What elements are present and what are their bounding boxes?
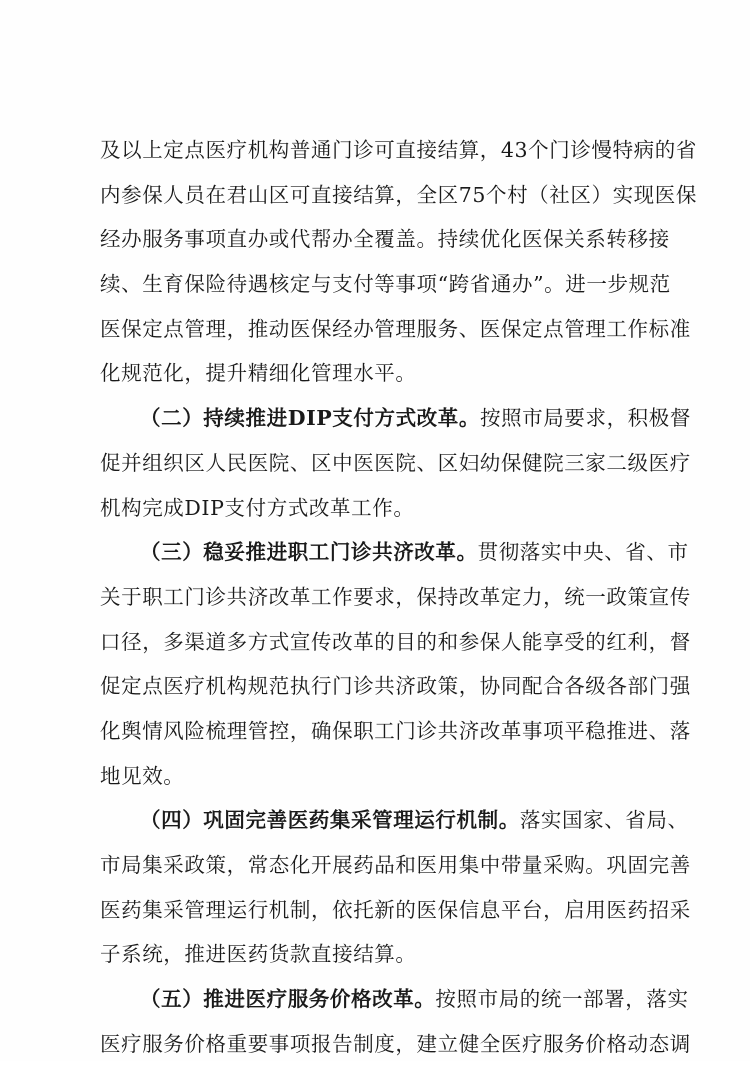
line-text: 按照市局要求，积极督 <box>479 406 691 431</box>
line-text: 医疗服务价格重要事项报告制度，建立健全医疗服务价格动态调 <box>100 1031 691 1056</box>
section-heading: （二）持续推进DIP支付方式改革。 <box>140 406 480 431</box>
line-text: 子系统，推进医药货款直接结算。 <box>100 942 417 967</box>
section-heading: （四）巩固完善医药集采管理运行机制。 <box>140 808 520 833</box>
text-line <box>100 932 660 977</box>
line-text: 续、生育保险待遇核定与支付等事项“跨省通办”。进一步规范 <box>100 272 671 297</box>
line-text: 经办服务事项直办或代帮办全覆盖。持续优化医保关系转移接 <box>100 227 670 252</box>
section-heading-line <box>100 396 691 441</box>
section-heading-line <box>100 798 689 843</box>
line-text: 化规范化，提升精细化管理水平。 <box>100 361 417 386</box>
text-line <box>100 888 691 933</box>
text-line <box>100 128 697 173</box>
text-line <box>100 262 671 307</box>
section-heading: （五）推进医疗服务价格改革。 <box>140 987 436 1012</box>
line-text: 化舆情风险梳理管控，确保职工门诊共济改革事项平稳推进、落 <box>100 718 691 743</box>
text-line <box>100 486 660 531</box>
line-text: 关于职工门诊共济改革工作要求，保持改革定力，统一政策宣传 <box>100 584 691 609</box>
text-line <box>100 173 697 218</box>
line-text: 贯彻落实中央、省、市 <box>477 540 689 565</box>
section-heading-line <box>100 977 689 1022</box>
section-heading-line <box>100 530 689 575</box>
body-text <box>100 128 697 1066</box>
line-text: 地见效。 <box>100 763 185 788</box>
section-heading: （三）稳妥推进职工门诊共济改革。 <box>140 540 478 565</box>
text-line <box>100 620 691 665</box>
text-line <box>100 575 691 620</box>
line-text: 及以上定点医疗机构普通门诊可直接结算，43个门诊慢特病的省 <box>100 138 697 162</box>
line-text: 市局集采政策，常态化开展药品和医用集中带量采购。巩固完善 <box>100 853 691 877</box>
line-text: 口径，多渠道多方式宣传改革的目的和参保人能享受的红利，督 <box>100 629 691 654</box>
line-text: 促并组织区人民医院、区中医医院、区妇幼保健院三家二级医疗 <box>100 450 691 475</box>
text-line <box>100 754 660 799</box>
text-line <box>100 664 691 709</box>
line-text: 按照市局的统一部署，落实 <box>435 987 689 1012</box>
line-text: 促定点医疗机构规范执行门诊共济政策，协同配合各级各部门强 <box>100 674 691 699</box>
line-text: 医药集采管理运行机制，依托新的医保信息平台，启用医药招采 <box>100 897 691 922</box>
text-line <box>100 351 660 396</box>
text-line <box>100 307 691 352</box>
line-text: 医保定点管理，推动医保经办管理服务、医保定点管理工作标准 <box>100 316 691 341</box>
text-line <box>100 1022 691 1066</box>
line-text: 内参保人员在君山区可直接结算，全区75个村（社区）实现医保 <box>100 182 697 207</box>
text-line <box>100 709 691 754</box>
text-line <box>100 217 670 262</box>
line-text: 机构完成DIP支付方式改革工作。 <box>100 495 415 520</box>
text-line <box>100 441 691 486</box>
line-text: 落实国家、省局、 <box>519 808 689 833</box>
text-line <box>100 843 691 888</box>
